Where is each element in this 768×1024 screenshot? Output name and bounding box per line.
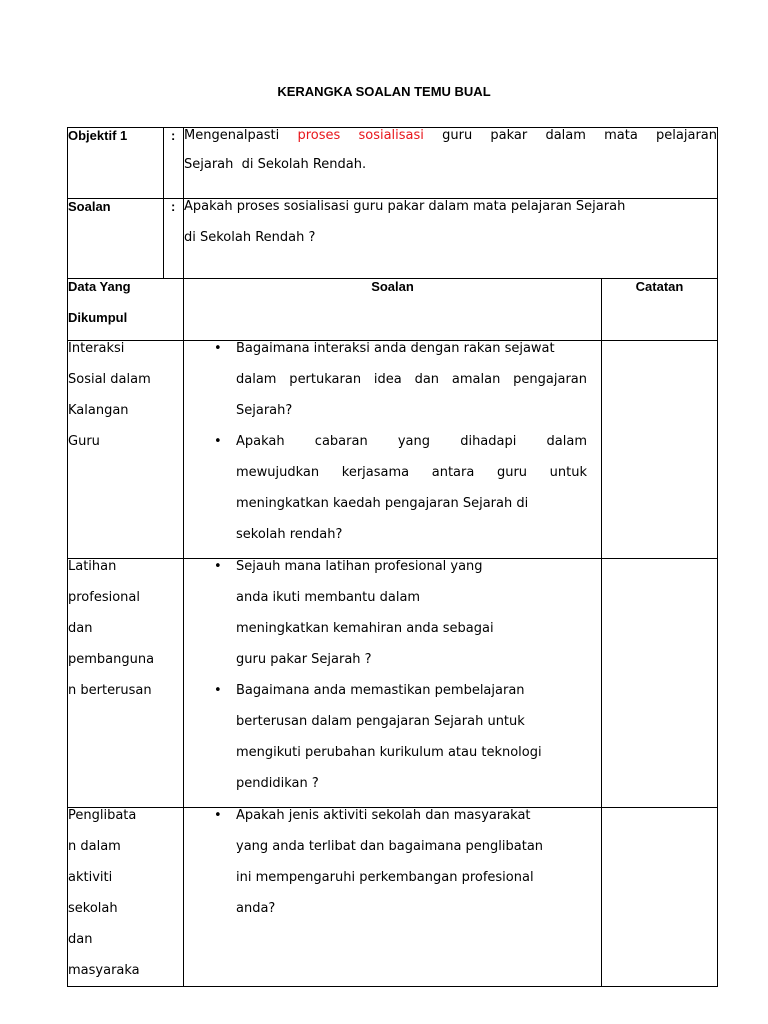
row-data-label: Latihan profesional dan pembanguna n berterusan xyxy=(68,559,184,808)
table-row xyxy=(68,808,718,987)
header-notes: Catatan xyxy=(602,279,718,341)
objective-highlight: proses sosialisasi xyxy=(297,128,424,143)
row-notes xyxy=(602,341,718,559)
list-item: • Apakah cabaran yang dihadapi dalam mewujudkan kerjasama antara guru untuk meningkatkan kaedah pengajaran Sejarah di sekolah rendah? xyxy=(236,426,601,550)
question-label: Soalan xyxy=(68,199,164,279)
table-row xyxy=(68,559,718,808)
main-question-text: Apakah proses sosialisasi guru pakar dalam mata pelajaran Sejarah di Sekolah Rendah ? xyxy=(184,199,718,279)
list-item: • Bagaimana interaksi anda dengan rakan sejawat dalam pertukaran idea dan amalan pengajaran Sejarah? xyxy=(236,333,601,426)
objective-text-after-2: Sejarah di Sekolah Rendah. xyxy=(184,157,367,172)
list-item: • Bagaimana anda memastikan pembelajaran berterusan dalam pengajaran Sejarah untuk mengikuti perubahan kurikulum atau teknologi pendidikan ? xyxy=(236,675,601,799)
row-questions xyxy=(184,559,602,808)
question-colon: : xyxy=(164,199,184,279)
row-data-label: Interaksi Sosial dalam Kalangan Guru xyxy=(68,341,184,559)
row-questions xyxy=(184,808,602,987)
list-item: • Sejauh mana latihan profesional yang anda ikuti membantu dalam meningkatkan kemahiran anda sebagai guru pakar Sejarah ? xyxy=(236,551,601,675)
table-row xyxy=(68,341,718,559)
objective-colon: : xyxy=(164,128,184,199)
row-notes xyxy=(602,808,718,987)
interview-framework-table xyxy=(67,127,718,987)
list-item: • Apakah jenis aktiviti sekolah dan masyarakat yang anda terlibat dan bagaimana penglibatan ini mempengaruhi perkembangan profesional anda? xyxy=(236,800,601,924)
row-notes xyxy=(602,559,718,808)
row-data-label: Penglibata n dalam aktiviti sekolah dan masyaraka xyxy=(68,808,184,987)
document-title: KERANGKA SOALAN TEMU BUAL xyxy=(277,84,491,99)
objective-row xyxy=(68,128,718,199)
question-row xyxy=(68,199,718,279)
table-header-row xyxy=(68,279,718,341)
objective-text-before: Mengenalpasti xyxy=(184,128,280,143)
objective-text xyxy=(184,128,718,199)
header-question: Soalan xyxy=(184,279,602,341)
header-data-collected: Data Yang Dikumpul xyxy=(68,279,184,341)
objective-text-after-1: guru pakar dalam mata pelajaran xyxy=(442,128,717,143)
objective-label: Objektif 1 xyxy=(68,128,164,199)
row-questions xyxy=(184,341,602,559)
